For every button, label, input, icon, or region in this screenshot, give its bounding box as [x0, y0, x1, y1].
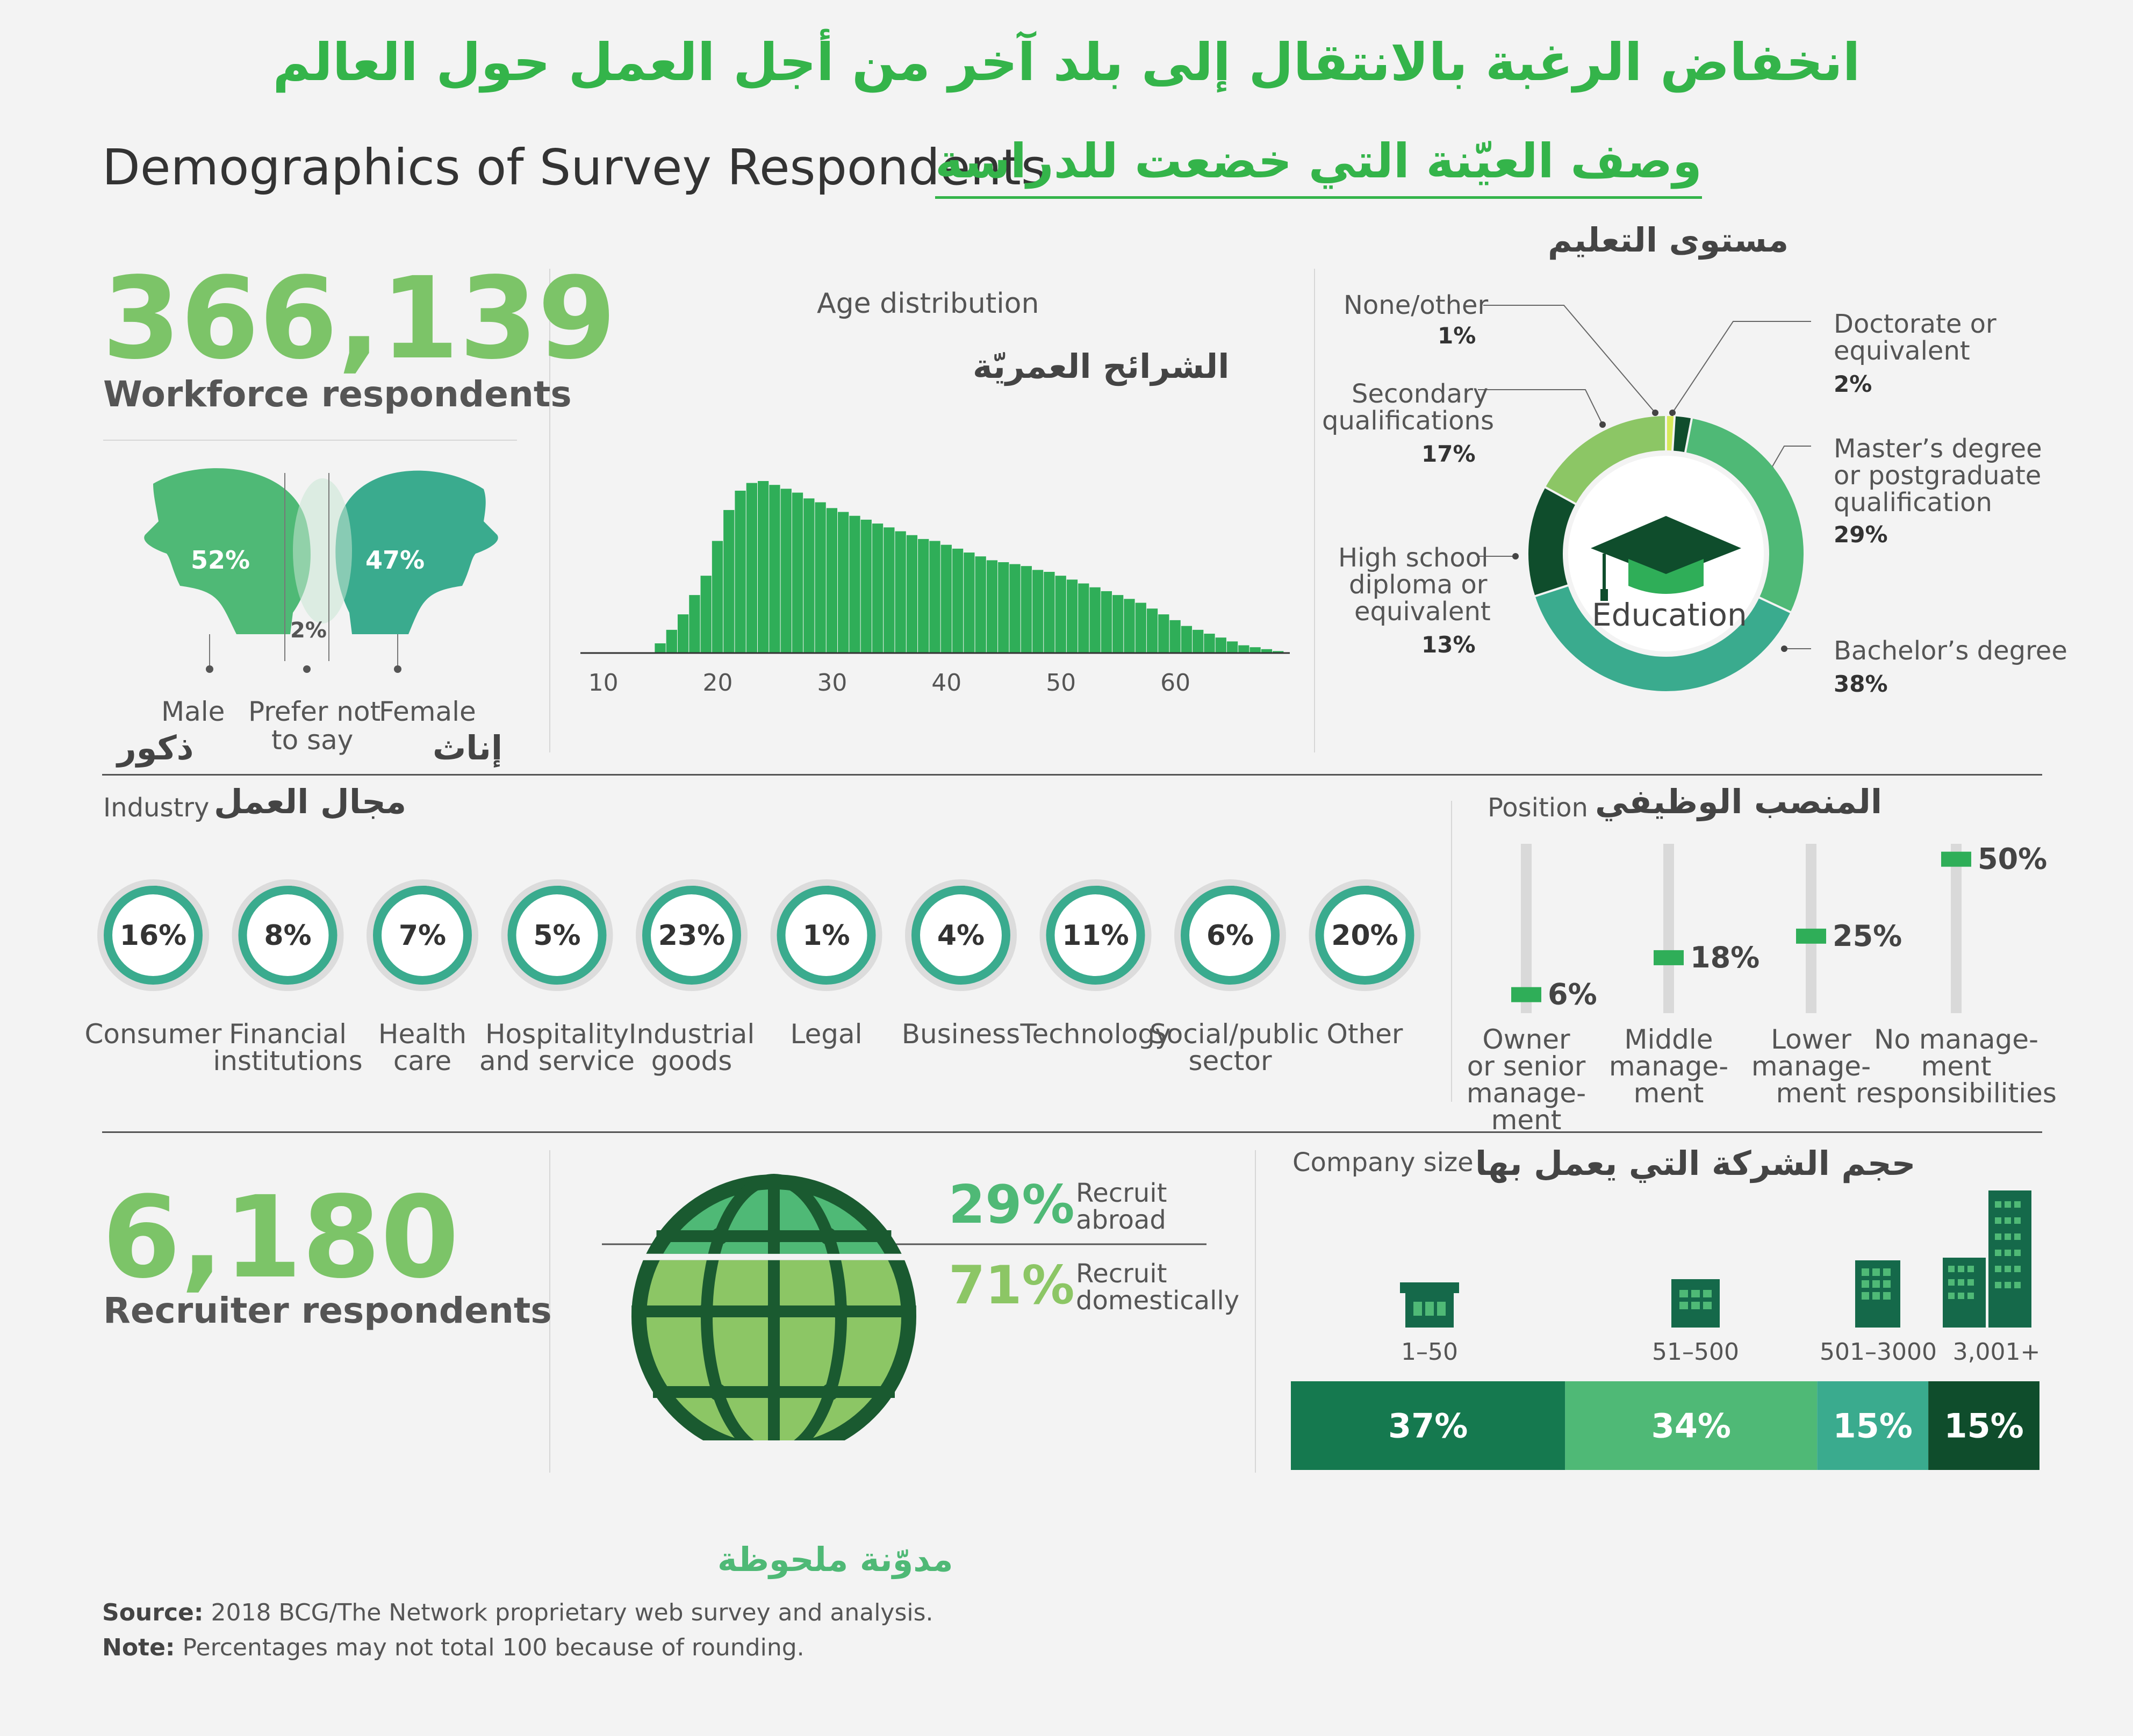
prefer-not-pointer-icon	[303, 665, 311, 673]
position-label: manage-	[1608, 1051, 1729, 1082]
edu-none-pct: 1%	[1438, 322, 1476, 349]
edu-doctorate-label-1: Doctorate or	[1834, 309, 1996, 339]
position-track	[1663, 844, 1674, 1013]
industry-name: goods	[651, 1045, 732, 1077]
male-pointer-icon	[206, 665, 213, 673]
age-bar	[1089, 587, 1100, 653]
leader-line-icon	[1478, 390, 1603, 425]
divider	[102, 1131, 2042, 1133]
source-label: Source:	[102, 1599, 204, 1626]
position-label: ment	[1633, 1078, 1704, 1109]
age-bar	[1204, 634, 1215, 653]
age-bar	[895, 531, 906, 653]
edu-secondary-label-1: Secondary	[1352, 379, 1489, 409]
company-size-pct: 15%	[1833, 1406, 1913, 1446]
age-bar	[1136, 603, 1146, 653]
age-bar	[849, 516, 860, 653]
industry-name: Technology	[1020, 1018, 1171, 1050]
age-title-ar: الشرائح العمريّة	[973, 347, 1230, 386]
industry-name: institutions	[213, 1045, 363, 1077]
position-marker	[1511, 987, 1541, 1002]
leader-line-icon	[1483, 305, 1655, 413]
leader-dot-icon	[1669, 410, 1676, 416]
position-pct: 6%	[1548, 977, 1597, 1012]
leader-dot-icon	[1652, 410, 1658, 416]
age-bar	[1101, 591, 1112, 653]
company-size-chart	[1290, 1182, 2053, 1483]
age-bar	[655, 643, 665, 653]
note-line	[102, 1634, 805, 1661]
age-bar	[918, 539, 929, 653]
age-bar	[735, 491, 745, 653]
edu-highschool-label-2: diploma or	[1349, 570, 1488, 600]
age-bar	[941, 545, 952, 653]
position-title: Position	[1488, 793, 1588, 823]
industry-pct: 7%	[398, 920, 447, 952]
industry-pct: 5%	[533, 920, 581, 952]
source-text: 2018 BCG/The Network proprietary web survey and analysis.	[211, 1599, 933, 1626]
industry-name: Hospitality	[485, 1018, 629, 1050]
age-title: Age distribution	[817, 288, 1039, 320]
company-size-label: 51–500	[1652, 1338, 1739, 1366]
blog-name-ar: مدوّنة ملحوظة	[717, 1540, 953, 1579]
note-label: Note:	[102, 1634, 175, 1661]
edu-masters-label-1: Master’s degree	[1834, 434, 2042, 464]
industry-pct: 1%	[802, 920, 850, 952]
overlap-shape	[293, 478, 352, 623]
prefer-not-label-2: to say	[271, 724, 354, 756]
position-marker	[1796, 929, 1826, 944]
position-marker	[1941, 852, 1971, 867]
age-bar	[1227, 641, 1238, 653]
subtitle-ar: وصف العيّنة التي خضعت للدراسة	[935, 133, 1702, 199]
position-label: manage-	[1751, 1051, 1871, 1082]
age-bar	[803, 498, 814, 653]
position-title-ar: المنصب الوظيفي	[1595, 782, 1883, 821]
female-pct: 47%	[365, 546, 425, 575]
industry-name: care	[393, 1045, 452, 1077]
industry-pct: 20%	[1331, 920, 1398, 952]
age-bar	[1021, 566, 1032, 653]
company-title-ar: حجم الشركة التي يعمل بها	[1475, 1144, 1916, 1183]
position-label: manage-	[1466, 1078, 1586, 1109]
note-text: Percentages may not total 100 because of rounding.	[182, 1634, 805, 1661]
age-tick-label: 40	[931, 669, 962, 697]
age-bar	[1169, 620, 1180, 653]
age-bar	[1009, 564, 1020, 653]
position-label: ment	[1921, 1051, 1992, 1082]
recruit-abroad-pct: 29%	[949, 1174, 1075, 1236]
age-bar	[827, 508, 837, 653]
industry-name: Financial	[229, 1018, 347, 1050]
recruit-domestic-pct: 71%	[949, 1255, 1075, 1316]
age-bar	[781, 489, 792, 653]
position-track	[1951, 844, 1962, 1013]
age-bar	[872, 523, 883, 653]
male-pct: 52%	[191, 546, 250, 575]
edu-highschool-label-1: High school	[1338, 543, 1489, 573]
age-bar	[1055, 576, 1066, 653]
medium-building-icon	[1671, 1279, 1720, 1328]
industry-pct: 23%	[658, 920, 726, 952]
age-histogram	[570, 376, 1311, 709]
recruit-domestic-label-2: domestically	[1076, 1286, 1240, 1316]
age-bar	[884, 527, 894, 653]
edu-secondary-label-2: qualifications	[1322, 406, 1494, 436]
company-size-label: 3,001+	[1952, 1338, 2041, 1366]
age-bar	[792, 493, 803, 653]
recruit-abroad-label-1: Recruit	[1076, 1178, 1167, 1208]
position-pct: 18%	[1690, 940, 1760, 974]
leader-dot-icon	[1512, 553, 1519, 559]
age-bar	[1193, 630, 1203, 653]
education-slice	[1674, 433, 1689, 435]
leader-dot-icon	[1599, 421, 1606, 428]
industry-name: Other	[1326, 1018, 1403, 1050]
age-bar	[1147, 608, 1158, 653]
age-bar	[678, 614, 688, 653]
position-chart	[1473, 828, 2064, 1032]
age-bar	[987, 560, 997, 653]
workforce-label: Workforce respondents	[103, 374, 572, 415]
position-label: No manage-	[1873, 1024, 2039, 1055]
age-bar	[666, 630, 677, 653]
age-bar	[769, 485, 780, 653]
education-slice	[1546, 496, 1561, 591]
age-tick-label: 60	[1160, 669, 1191, 697]
divider	[102, 774, 2042, 776]
industry-pct: 16%	[119, 920, 187, 952]
industry-title: Industry	[103, 793, 210, 823]
position-label: ment	[1491, 1104, 1562, 1136]
company-size-pct: 34%	[1651, 1406, 1731, 1446]
company-size-label: 501–3000	[1820, 1338, 1937, 1366]
recruit-domestic-label-1: Recruit	[1076, 1259, 1167, 1289]
age-bar	[952, 549, 963, 653]
prefer-not-label-1: Prefer not	[248, 696, 381, 727]
company-title: Company size	[1292, 1147, 1474, 1178]
edu-highschool-label-3: equivalent	[1354, 597, 1491, 627]
industry-pct: 4%	[937, 920, 985, 952]
edu-doctorate-label-2: equivalent	[1834, 336, 1970, 366]
age-bar	[723, 510, 734, 653]
industry-name: sector	[1188, 1045, 1272, 1077]
age-tick-label: 20	[702, 669, 733, 697]
age-bar	[1044, 572, 1054, 653]
recruiter-count: 6,180	[102, 1172, 459, 1303]
industry-name: Industrial	[628, 1018, 755, 1050]
age-bar	[689, 595, 700, 653]
education-title-ar: مستوى التعليم	[1548, 220, 1789, 260]
edu-bachelor-pct: 38%	[1834, 671, 1888, 697]
source-line	[102, 1599, 933, 1626]
age-bar	[998, 562, 1009, 653]
divider	[1255, 1150, 1256, 1473]
company-size-pct: 15%	[1944, 1406, 2024, 1446]
recruiter-label: Recruiter respondents	[103, 1290, 552, 1331]
industry-rings	[81, 871, 1451, 1000]
education-center-label: Education	[1592, 597, 1747, 633]
edu-masters-label-3: qualification	[1834, 487, 1992, 518]
age-bar	[758, 481, 769, 653]
position-marker	[1654, 950, 1684, 965]
leader-line-icon	[1771, 446, 1811, 469]
workforce-count: 366,139	[102, 253, 616, 384]
position-label: ment	[1776, 1078, 1847, 1109]
position-label: or senior	[1467, 1051, 1586, 1082]
page-title: انخفاض الرغبة بالانتقال إلى بلد آخر من أجل العمل حول العالم	[272, 32, 1861, 92]
company-size-pct: 37%	[1388, 1406, 1468, 1446]
subtitle-en: Demographics of Survey Respondents	[102, 139, 1047, 196]
female-label-ar: إناث	[433, 728, 503, 767]
prefer-not-pct: 2%	[290, 618, 327, 643]
industry-pct: 11%	[1062, 920, 1129, 952]
edu-masters-pct: 29%	[1834, 521, 1888, 548]
age-bar	[838, 512, 849, 653]
age-bar	[815, 503, 825, 653]
industry-name: Consumer	[84, 1018, 222, 1050]
industry-name: Social/public	[1150, 1018, 1319, 1050]
large-building-icon	[1855, 1260, 1900, 1328]
age-bar	[746, 483, 757, 653]
edu-bachelor-label: Bachelor’s degree	[1834, 636, 2067, 666]
age-tick-label: 30	[817, 669, 848, 697]
divider	[103, 440, 517, 441]
position-label: Lower	[1771, 1024, 1851, 1055]
gender-chart	[129, 462, 516, 699]
position-label: Middle	[1624, 1024, 1713, 1055]
age-bar	[1249, 647, 1260, 653]
age-bar	[861, 520, 872, 653]
recruit-abroad-label-2: abroad	[1076, 1205, 1166, 1235]
age-bar	[907, 535, 917, 653]
age-bar	[1238, 645, 1249, 653]
age-bar	[1158, 614, 1169, 653]
age-bar	[1067, 579, 1078, 653]
age-bar	[929, 541, 940, 653]
industry-name: and service	[479, 1045, 635, 1077]
edu-highschool-pct: 13%	[1421, 632, 1476, 658]
age-bar	[701, 576, 712, 653]
edu-none-label: None/other	[1344, 290, 1489, 320]
leader-line-icon	[1672, 321, 1811, 413]
industry-name: Legal	[790, 1018, 863, 1050]
position-pct: 50%	[1978, 842, 2048, 876]
age-bar	[1216, 637, 1226, 653]
age-bar	[975, 556, 986, 653]
industry-title-ar: مجال العمل	[214, 782, 407, 821]
company-size-label: 1–50	[1401, 1338, 1458, 1366]
edu-masters-label-2: or postgraduate	[1834, 461, 2042, 491]
age-bar	[1112, 595, 1123, 653]
male-label: Male	[161, 696, 225, 727]
female-label: Female	[379, 696, 476, 727]
age-bar	[1124, 599, 1134, 653]
edu-secondary-pct: 17%	[1421, 441, 1476, 467]
female-pointer-icon	[394, 665, 401, 673]
age-tick-label: 50	[1046, 669, 1076, 697]
industry-pct: 8%	[264, 920, 312, 952]
age-bar	[964, 553, 974, 653]
leader-dot-icon	[1781, 645, 1787, 652]
industry-name: Health	[378, 1018, 467, 1050]
age-bar	[1032, 570, 1043, 653]
male-label-ar: ذكور	[117, 728, 194, 767]
position-pct: 25%	[1833, 919, 1902, 953]
age-tick-label: 10	[588, 669, 619, 697]
position-label: responsibilities	[1856, 1078, 2057, 1109]
edu-doctorate-pct: 2%	[1834, 371, 1872, 397]
position-track	[1806, 844, 1816, 1013]
skyscraper-icon	[1943, 1190, 2031, 1328]
position-label: Owner	[1482, 1024, 1570, 1055]
age-bar	[1181, 626, 1192, 653]
age-bar	[1078, 584, 1089, 653]
industry-pct: 6%	[1206, 920, 1254, 952]
small-shop-icon	[1400, 1282, 1459, 1328]
industry-name: Business	[901, 1018, 1021, 1050]
age-bar	[712, 541, 723, 653]
